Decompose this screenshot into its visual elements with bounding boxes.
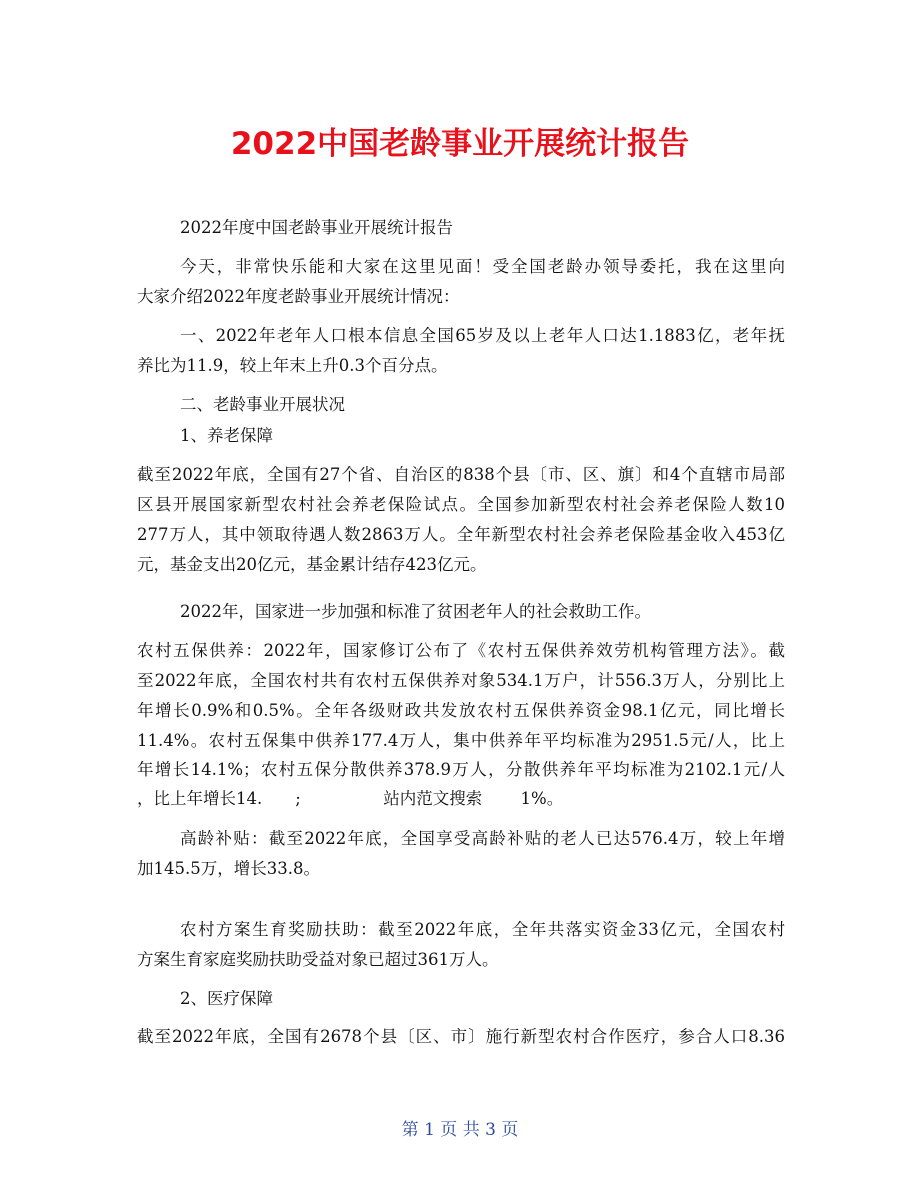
paragraph-line: 2022年，国家进一步加强和标准了贫困老年人的社会救助工作。 (180, 602, 651, 621)
paragraph-line: 277万人，其中领取待遇人数2863万人。全年新型农村社会养老保险基金收入453亿 (137, 525, 785, 544)
page-footer: 第 1 页 共 3 页 (401, 1120, 519, 1140)
paragraph-line: 今天，非常快乐能和大家在这里见面！受全国老龄办领导委托，我在这里向 (180, 257, 785, 276)
paragraph-line: 农村方案生育奖励扶助：截至2022年底，全年共落实资金33亿元，全国农村 (180, 920, 785, 939)
paragraph-line: 截至2022年底，全国有27个省、自治区的838个县〔市、区、旗〕和4个直辖市局部 (137, 465, 785, 484)
paragraph-line: 至2022年底，全国农村共有农村五保供养对象534.1万户，计556.3万人，分别比上 (137, 671, 785, 690)
paragraph-line: 年增长14.1%；农村五保分散供养378.9万人，分散供养年平均标准为2102.1元/人 (137, 760, 785, 779)
paragraph-line: 一、2022年老年人口根本信息全国65岁及以上老年人口达1.1883亿，老年抚 (180, 326, 785, 345)
subsection-heading: 1、养老保障 (180, 426, 273, 445)
paragraph-line: 年增长0.9%和0.5%。全年各级财政共发放农村五保供养资金98.1亿元，同比增长 (137, 701, 785, 720)
paragraph-line: 养比为11.9，较上年末上升0.3个百分点。 (137, 356, 448, 375)
paragraph-line: 区县开展国家新型农村社会养老保险试点。全国参加新型农村社会养老保险人数10 (137, 495, 785, 514)
paragraph-line: 2022年度中国老龄事业开展统计报告 (180, 218, 453, 237)
paragraph-line: 截至2022年底，全国有2678个县〔区、市〕施行新型农村合作医疗，参合人口8.36 (137, 1027, 785, 1046)
paragraph-line: 农村五保供养：2022年，国家修订公布了《农村五保供养效劳机构管理方法》。截 (137, 641, 785, 660)
document-title: 2022中国老龄事业开展统计报告 (230, 126, 690, 162)
paragraph-line: 方案生育家庭奖励扶助受益对象已超过361万人。 (137, 950, 499, 969)
paragraph-line: 11.4%。农村五保集中供养177.4万人，集中供养年平均标准为2951.5元/人，比上 (137, 731, 785, 750)
paragraph-line: 元，基金支出20亿元，基金累计结存423亿元。 (137, 555, 487, 574)
subsection-heading: 2、医疗保障 (180, 989, 273, 1008)
paragraph-line: 大家介绍2022年度老龄事业开展统计情况： (137, 287, 460, 306)
section-heading: 二、老龄事业开展状况 (180, 395, 345, 414)
paragraph-line: 加145.5万，增长33.8。 (137, 859, 320, 878)
paragraph-line: ，比上年增长14. ; 站内范文搜索 1%。 (137, 789, 564, 808)
paragraph-line: 高龄补贴：截至2022年底，全国享受高龄补贴的老人已达576.4万，较上年增 (180, 829, 785, 848)
